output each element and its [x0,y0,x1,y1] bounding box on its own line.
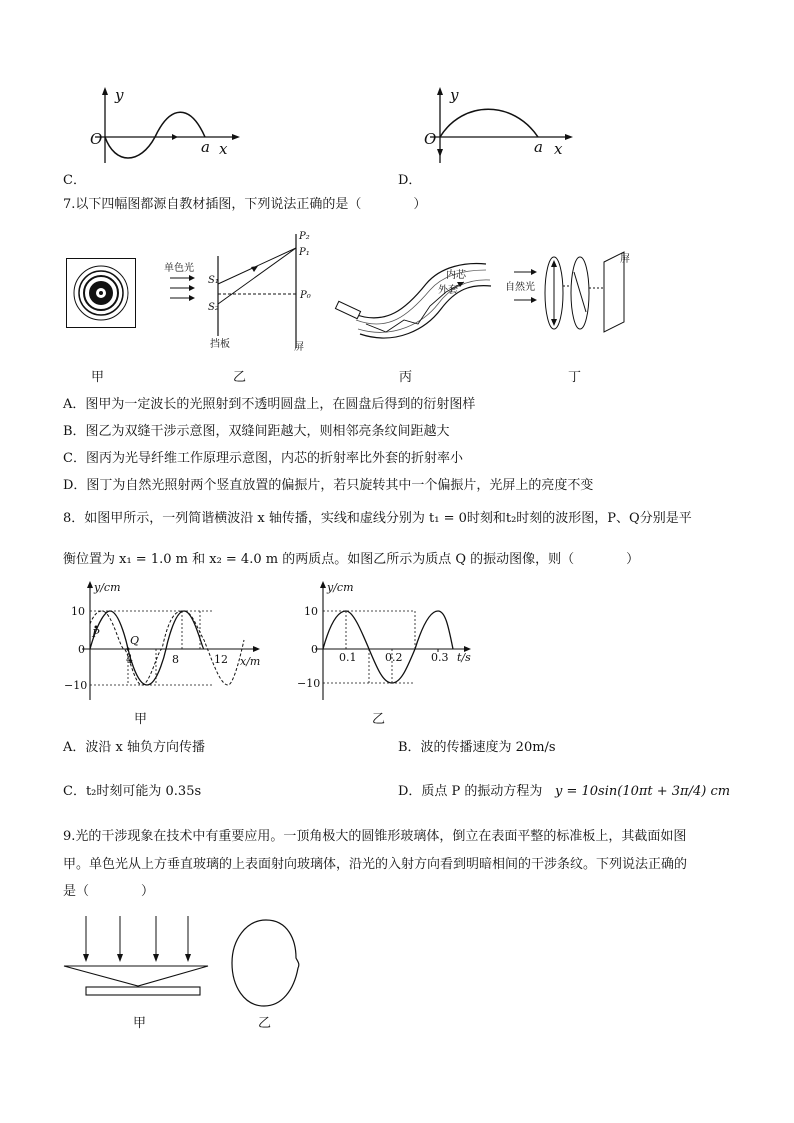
x-tick-0.3: 0.3 [431,651,449,664]
q8-fig-vibration [283,580,483,705]
x-tick-0.2: 0.2 [385,651,403,664]
q8-fig-a-caption: 甲 [134,712,148,727]
baffle-label: 挡板 [210,339,230,350]
q8-stem-line1: 8．如图甲所示，一列简谐横波沿 x 轴传播，实线和虚线分别为 t₁ = 0时刻和t₂时刻的波形图，P、Q分别是平 [63,511,692,526]
y-tick-10: 10 [71,605,85,618]
y-axis-label: y/cm [327,581,354,594]
q8-fig-b-caption: 乙 [372,712,386,727]
fig-caption-bing: 丙 [399,370,413,385]
q8-option-b: B．波的传播速度为 20m/s [398,740,556,755]
slit-s1-label: S₁ [208,275,219,286]
axis-x-label: x [219,140,228,158]
fig-caption-ding: 丁 [568,370,582,385]
q9-stem-line2: 甲。单色光从上方垂直玻璃的上表面射向玻璃体，沿光的入射方向看到明暗相间的干涉条纹。下列说法正确的 [63,857,688,872]
q9-fig-cone [62,912,212,1002]
q6-graph-d [418,85,578,165]
cladding-label: 外套 [438,285,458,296]
x-tick-8: 8 [172,653,179,666]
q7-fig-polarizers [504,250,644,340]
screen-label: 屏 [294,342,304,353]
q8-stem-line2: 衡位置为 x₁ = 1.0 m 和 x₂ = 4.0 m 的两质点。如图乙所示为质点 Q 的振动图像，则（ ） [63,552,640,567]
q7-option-c: C．图丙为光导纤维工作原理示意图，内芯的折射率比外套的折射率小 [63,451,463,466]
x-axis-label: x/m [240,655,261,668]
point-p0-label: P₀ [300,290,311,301]
q8-fig-wave [62,580,272,705]
point-a-label: a [534,138,543,156]
q7-fig-optical-fiber [326,254,496,344]
fig-caption-yi: 乙 [233,370,247,385]
origin-label: O [90,130,103,148]
x-axis-label: t/s [457,651,471,664]
q7-option-a: A．图甲为一定波长的光照射到不透明圆盘上，在圆盘后得到的衍射图样 [63,397,476,412]
y-axis-label: y/cm [94,581,121,594]
screen-label: 屏 [620,254,630,265]
q7-option-d: D．图丁为自然光照射两个竖直放置的偏振片，若只旋转其中一个偏振片，光屏上的亮度不变 [63,478,594,493]
y-tick-10: 10 [304,605,318,618]
point-p1-label: P₁ [299,247,310,258]
q9-stem-line1: 9.光的干涉现象在技术中有重要应用。一顶角极大的圆锥形玻璃体，倒立在表面平整的标准板上，其截面如图 [63,829,687,844]
q8-option-d-formula: y = 10sin(10πt + 3π/4) cm [555,784,731,799]
y-tick-0: 0 [78,643,85,656]
q8-option-c: C．t₂时刻可能为 0.35s [63,784,202,799]
point-p-label: P [92,627,100,640]
axis-y-label: y [450,86,459,104]
point-a-label: a [201,138,210,156]
option-c-label: C． [63,173,86,188]
q9-fig-fringes [228,918,300,1008]
core-label: 内芯 [446,270,466,281]
q9-fig-a-caption: 甲 [133,1016,147,1031]
fig-caption-jia: 甲 [91,370,105,385]
y-tick-minus-10: −10 [64,679,88,692]
q9-stem-line3: 是（ ） [63,884,155,899]
axis-y-label: y [115,86,124,104]
axis-x-label: x [554,140,563,158]
q8-option-d-prefix: D．质点 P 的振动方程为 [398,784,543,799]
natural-light-label: 自然光 [505,282,535,293]
y-tick-minus-10: −10 [297,677,321,690]
x-tick-4: 4 [126,653,133,666]
q6-graph-c [85,85,245,165]
option-d-label: D． [398,173,422,188]
point-q-label: Q [130,634,140,647]
y-tick-0: 0 [311,643,318,656]
q7-option-b: B．图乙为双缝干涉示意图，双缝间距越大，则相邻亮条纹间距越大 [63,424,450,439]
q8-option-a: A．波沿 x 轴负方向传播 [63,740,205,755]
x-tick-12: 12 [214,653,228,666]
q7-fig-diffraction [66,258,136,328]
q9-fig-b-caption: 乙 [258,1016,272,1031]
monochromatic-light-label: 单色光 [164,263,194,274]
point-p2-label: P₂ [299,231,310,242]
slit-s2-label: S₂ [208,302,219,313]
q7-stem: 7.以下四幅图都源自教材插图，下列说法正确的是（ ） [63,197,427,212]
q7-fig-double-slit [162,226,322,356]
origin-label: O [424,130,437,148]
x-tick-0.1: 0.1 [339,651,357,664]
